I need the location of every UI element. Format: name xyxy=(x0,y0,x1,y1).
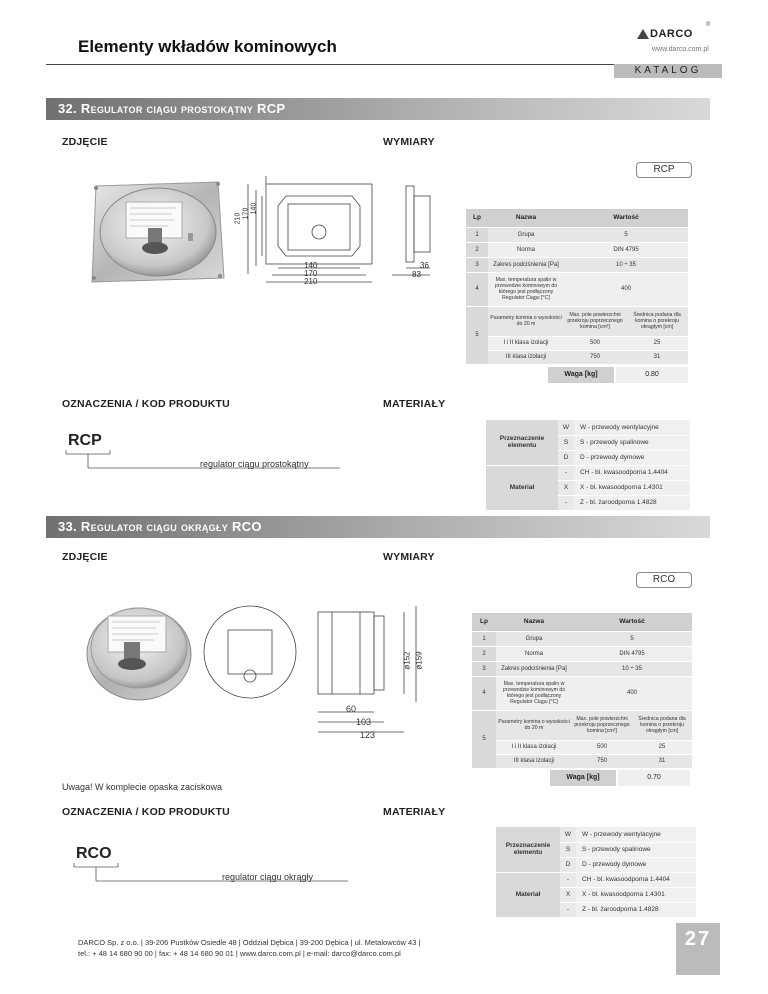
table-cell: 3 xyxy=(466,257,488,272)
product-code: RCP xyxy=(68,432,102,449)
rcp-photo xyxy=(88,178,228,288)
photo-label: ZDJĘCIE xyxy=(62,136,108,148)
product-code-desc: regulator ciągu okrągły xyxy=(222,872,314,882)
table-cell: 1 xyxy=(466,227,488,242)
table-cell: 4 xyxy=(466,272,488,306)
darco-logo-icon xyxy=(637,29,649,39)
footer-line-1: DARCO Sp. z o.o. | 39-206 Pustków Osiedle 48 | Oddział Dębica | 39-200 Dębica | ul. Metalowców 43 | xyxy=(78,938,421,947)
materials-table xyxy=(496,827,696,918)
table-cell: Max. pole powierzchni przekroju poprzecznego komina [cm²] xyxy=(572,710,632,740)
product-tag-rcp: RCP xyxy=(636,162,692,178)
table-cell: W - przewody wentylacyjne xyxy=(574,420,690,435)
table-cell: 400 xyxy=(564,272,688,306)
table-cell: - xyxy=(560,902,576,917)
rco-photo xyxy=(84,596,194,704)
table-cell: 25 xyxy=(626,336,688,350)
page-title: Elementy wkładów kominowych xyxy=(78,37,337,56)
waga-value: 0.70 xyxy=(618,770,690,786)
table-cell: 4 xyxy=(472,676,496,710)
table-cell: 750 xyxy=(564,350,626,364)
table-cell: Z - bl. żaroodporna 1.4828 xyxy=(576,902,696,917)
table-cell: 500 xyxy=(572,740,632,754)
dim-w-170: 170 xyxy=(304,269,318,278)
table-cell: III klasa izolacji xyxy=(496,754,572,768)
table-cell: D xyxy=(560,857,576,872)
rco-dimension-drawing xyxy=(200,598,440,744)
rco-spec-table xyxy=(472,613,692,769)
table-cell: I i II klasa izolacji xyxy=(496,740,572,754)
dim-h-140: 140 xyxy=(250,202,258,215)
table-cell: CH - bl. kwasoodporna 1.4404 xyxy=(576,872,696,887)
table-cell: D - przewody dymowe xyxy=(574,450,690,465)
table-cell: Norma xyxy=(496,646,572,661)
dims-label: WYMIARY xyxy=(383,551,435,563)
table-cell: 750 xyxy=(572,754,632,768)
registered-mark: ® xyxy=(706,22,711,28)
th-lp: Lp xyxy=(472,613,496,631)
dim-d-152: ø152 xyxy=(402,651,412,670)
table-cell: CH - bl. kwasoodporna 1.4404 xyxy=(574,465,690,480)
table-cell: 5 xyxy=(572,631,692,646)
code-label: OZNACZENIA / KOD PRODUKTU xyxy=(62,398,230,410)
table-cell: X xyxy=(560,887,576,902)
dim-h-210: 210 xyxy=(234,212,242,225)
table-cell: 5 xyxy=(564,227,688,242)
product-code-desc: regulator ciągu prostokątny xyxy=(200,459,309,469)
section-33-title: 33. Regulator ciągu okrągły RCO xyxy=(58,519,262,534)
table-cell: Parametry komina o wysokości do 20 m xyxy=(488,306,564,336)
katalog-label: KATALOG xyxy=(634,65,702,76)
table-cell: 400 xyxy=(572,676,692,710)
table-cell: 25 xyxy=(632,740,692,754)
table-cell: - xyxy=(560,872,576,887)
brand-logo: DARCO xyxy=(650,28,693,40)
product-code: RCO xyxy=(76,845,112,862)
waga-label: Waga [kg] xyxy=(550,770,616,786)
table-cell: S xyxy=(560,842,576,857)
dim-w-123: 123 xyxy=(360,730,376,740)
table-cell: - xyxy=(558,465,574,480)
table-cell: D xyxy=(558,450,574,465)
table-cell: 1 xyxy=(472,631,496,646)
table-cell: 500 xyxy=(564,336,626,350)
table-cell: W xyxy=(560,827,576,842)
table-cell: Parametry komina o wysokości do 20 m xyxy=(496,710,572,740)
table-cell: Zakres podciśnienia [Pa] xyxy=(488,257,564,272)
page-number: 27 xyxy=(684,928,712,950)
table-cell: Norma xyxy=(488,242,564,257)
table-cell: S - przewody spalinowe xyxy=(576,842,696,857)
przeznaczenie-label: Przeznaczenie elementu xyxy=(496,827,560,872)
material-label: Materiał xyxy=(486,465,558,510)
th-lp: Lp xyxy=(466,209,488,227)
table-cell: Max. temperatura spalin w przewodzie kominowym do którego jest podłączony Regulator Ciągu [°C] xyxy=(488,272,564,306)
photo-label: ZDJĘCIE xyxy=(62,551,108,563)
przeznaczenie-label: Przeznaczenie elementu xyxy=(486,420,558,465)
table-cell: 3 xyxy=(472,661,496,676)
table-cell: Grupa xyxy=(496,631,572,646)
th-nazwa: Nazwa xyxy=(488,209,564,227)
note-text: Uwaga! W komplecie opaska zaciskowa xyxy=(62,782,223,792)
table-cell: Zakres podciśnienia [Pa] xyxy=(496,661,572,676)
table-cell: 10 ÷ 35 xyxy=(564,257,688,272)
dim-w-210: 210 xyxy=(304,277,318,286)
th-wartosc: Wartość xyxy=(572,613,692,631)
table-cell: 5 xyxy=(472,710,496,768)
table-cell: X - bl. kwasoodporna 1.4301 xyxy=(576,887,696,902)
dim-w-60: 60 xyxy=(346,704,357,714)
table-cell: DIN 4795 xyxy=(564,242,688,257)
table-cell: S - przewody spalinowe xyxy=(574,435,690,450)
product-tag-rco: RCO xyxy=(636,572,692,588)
dim-d-36: 36 xyxy=(420,261,429,270)
dim-d-83: 83 xyxy=(412,270,421,279)
section-32-title: 32. Regulator ciągu prostokątny RCP xyxy=(58,101,286,116)
th-nazwa: Nazwa xyxy=(496,613,572,631)
table-cell: 2 xyxy=(472,646,496,661)
materials-label: MATERIAŁY xyxy=(383,806,446,818)
materials-label: MATERIAŁY xyxy=(383,398,446,410)
brand-url: www.darco.com.pl xyxy=(652,46,709,53)
table-cell: 31 xyxy=(632,754,692,768)
table-cell: 31 xyxy=(626,350,688,364)
table-cell: X xyxy=(558,480,574,495)
table-cell: 10 ÷ 35 xyxy=(572,661,692,676)
code-label: OZNACZENIA / KOD PRODUKTU xyxy=(62,806,230,818)
rcp-spec-table xyxy=(466,209,688,365)
table-cell: 5 xyxy=(466,306,488,364)
waga-label: Waga [kg] xyxy=(548,367,614,383)
table-cell: Max. temperatura spalin w przewodzie kominowym do którego jest podłączony Regulator Ciągu [°C] xyxy=(496,676,572,710)
dim-w-103: 103 xyxy=(356,717,372,727)
table-cell: DIN 4795 xyxy=(572,646,692,661)
table-cell: Grupa xyxy=(488,227,564,242)
th-wartosc: Wartość xyxy=(564,209,688,227)
table-cell: X - bl. kwasoodporna 1.4301 xyxy=(574,480,690,495)
dim-w-140: 140 xyxy=(304,261,318,270)
table-cell: W - przewody wentylacyjne xyxy=(576,827,696,842)
table-cell: - xyxy=(558,495,574,510)
table-cell: Średnica podana dla komina o przekroju okrągłym [cm] xyxy=(632,710,692,740)
table-cell: D - przewody dymowe xyxy=(576,857,696,872)
materials-table xyxy=(486,420,690,511)
table-cell: I i II klasa izolacji xyxy=(488,336,564,350)
table-cell: S xyxy=(558,435,574,450)
table-cell: W xyxy=(558,420,574,435)
table-cell: 2 xyxy=(466,242,488,257)
table-cell: Z - bl. żaroodporna 1.4828 xyxy=(574,495,690,510)
waga-value: 0.80 xyxy=(616,367,688,383)
table-cell: III klasa izolacji xyxy=(488,350,564,364)
table-cell: Średnica podana dla komina o przekroju okrągłym [cm] xyxy=(626,306,688,336)
footer xyxy=(78,937,420,959)
table-cell: Max. pole powierzchni przekroju poprzecznego komina [cm²] xyxy=(564,306,626,336)
dim-h-170: 170 xyxy=(242,207,250,220)
dim-d-159: ø159 xyxy=(414,651,424,670)
material-label: Materiał xyxy=(496,872,560,917)
footer-line-2: tel.: + 48 14 680 90 00 | fax: + 48 14 680 90 01 | www.darco.com.pl | e-mail: darco@darco.com.pl xyxy=(78,949,401,958)
dims-label: WYMIARY xyxy=(383,136,435,148)
